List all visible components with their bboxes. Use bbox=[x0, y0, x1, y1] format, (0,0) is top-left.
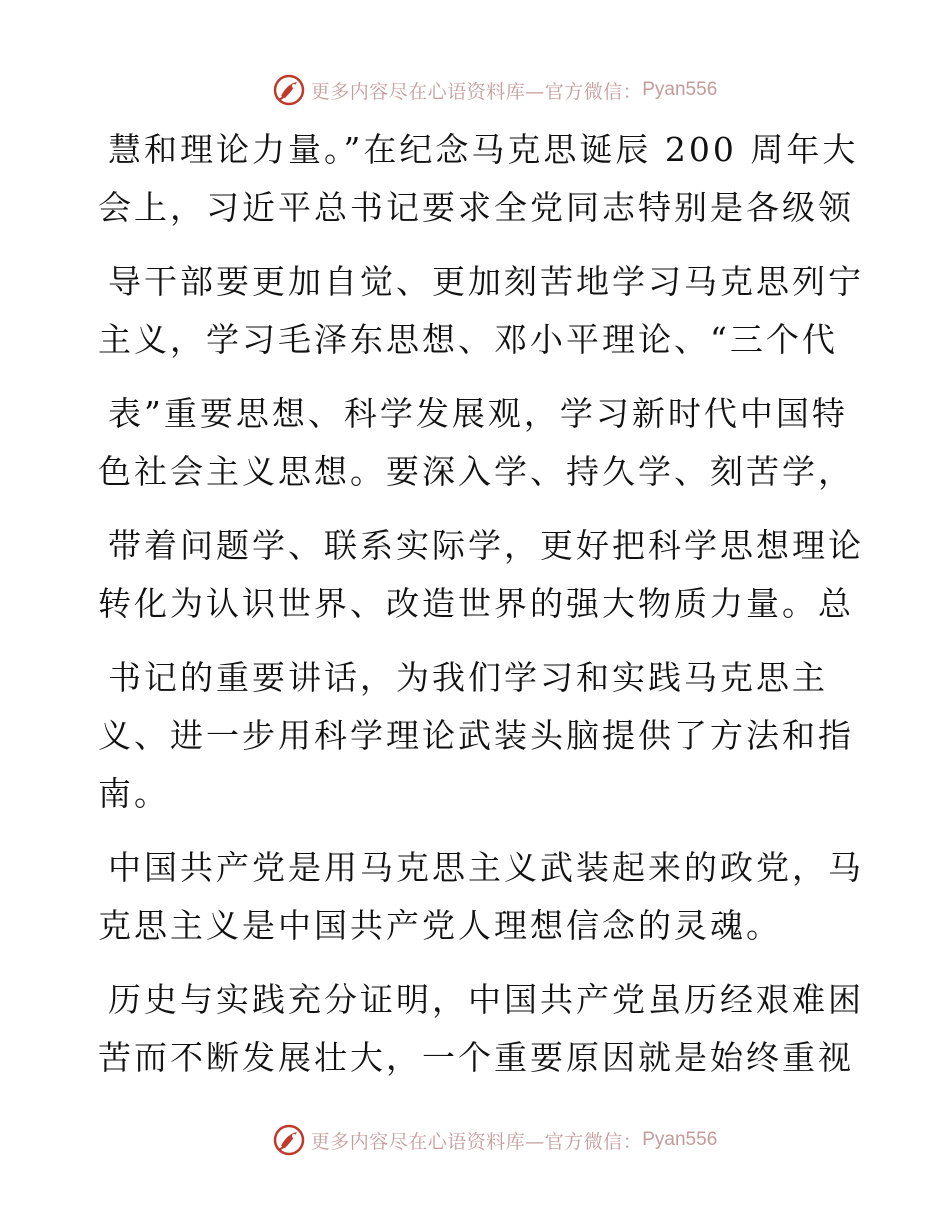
body-line: 苦而不断发展壮大，一个重要原因就是始终重视 bbox=[98, 1038, 854, 1077]
header-wechat-id: Pyan556 bbox=[642, 79, 718, 100]
header-banner-text: 更多内容尽在心语资料库—官方微信： bbox=[310, 80, 643, 103]
footer-wechat-id: Pyan556 bbox=[642, 1129, 718, 1150]
footer-banner-text: 更多内容尽在心语资料库—官方微信： bbox=[310, 1130, 643, 1153]
body-line: 中国共产党是用马克思主义武装起来的政党，马 bbox=[108, 848, 864, 887]
body-line: 转化为认识世界、改造世界的强大物质力量。总 bbox=[98, 584, 854, 623]
body-line: 主义，学习毛泽东思想、邓小平理论、“三个代 bbox=[98, 320, 838, 359]
body-line: 书记的重要讲话，为我们学习和实践马克思主 bbox=[108, 658, 828, 697]
body-line: 表”重要思想、科学发展观，学习新时代中国特 bbox=[108, 394, 848, 433]
pen-logo-icon bbox=[273, 1124, 305, 1156]
footer-banner bbox=[0, 1120, 950, 1160]
body-line: 会上，习近平总书记要求全党同志特别是各级领 bbox=[98, 188, 854, 227]
body-line: 导干部要更加自觉、更加刻苦地学习马克思列宁 bbox=[108, 262, 864, 301]
body-line: 克思主义是中国共产党人理想信念的灵魂。 bbox=[98, 906, 782, 945]
body-line: 慧和理论力量。”在纪念马克思诞辰 200 周年大 bbox=[108, 130, 859, 169]
header-banner bbox=[0, 70, 950, 110]
body-line: 色社会主义思想。要深入学、持久学、刻苦学， bbox=[98, 452, 854, 491]
body-line: 历史与实践充分证明，中国共产党虽历经艰难困 bbox=[108, 980, 864, 1019]
body-line: 南。 bbox=[98, 774, 170, 813]
pen-logo-icon bbox=[273, 74, 305, 106]
body-line: 义、进一步用科学理论武装头脑提供了方法和指 bbox=[98, 716, 854, 755]
body-line: 带着问题学、联系实际学，更好把科学思想理论 bbox=[108, 526, 864, 565]
